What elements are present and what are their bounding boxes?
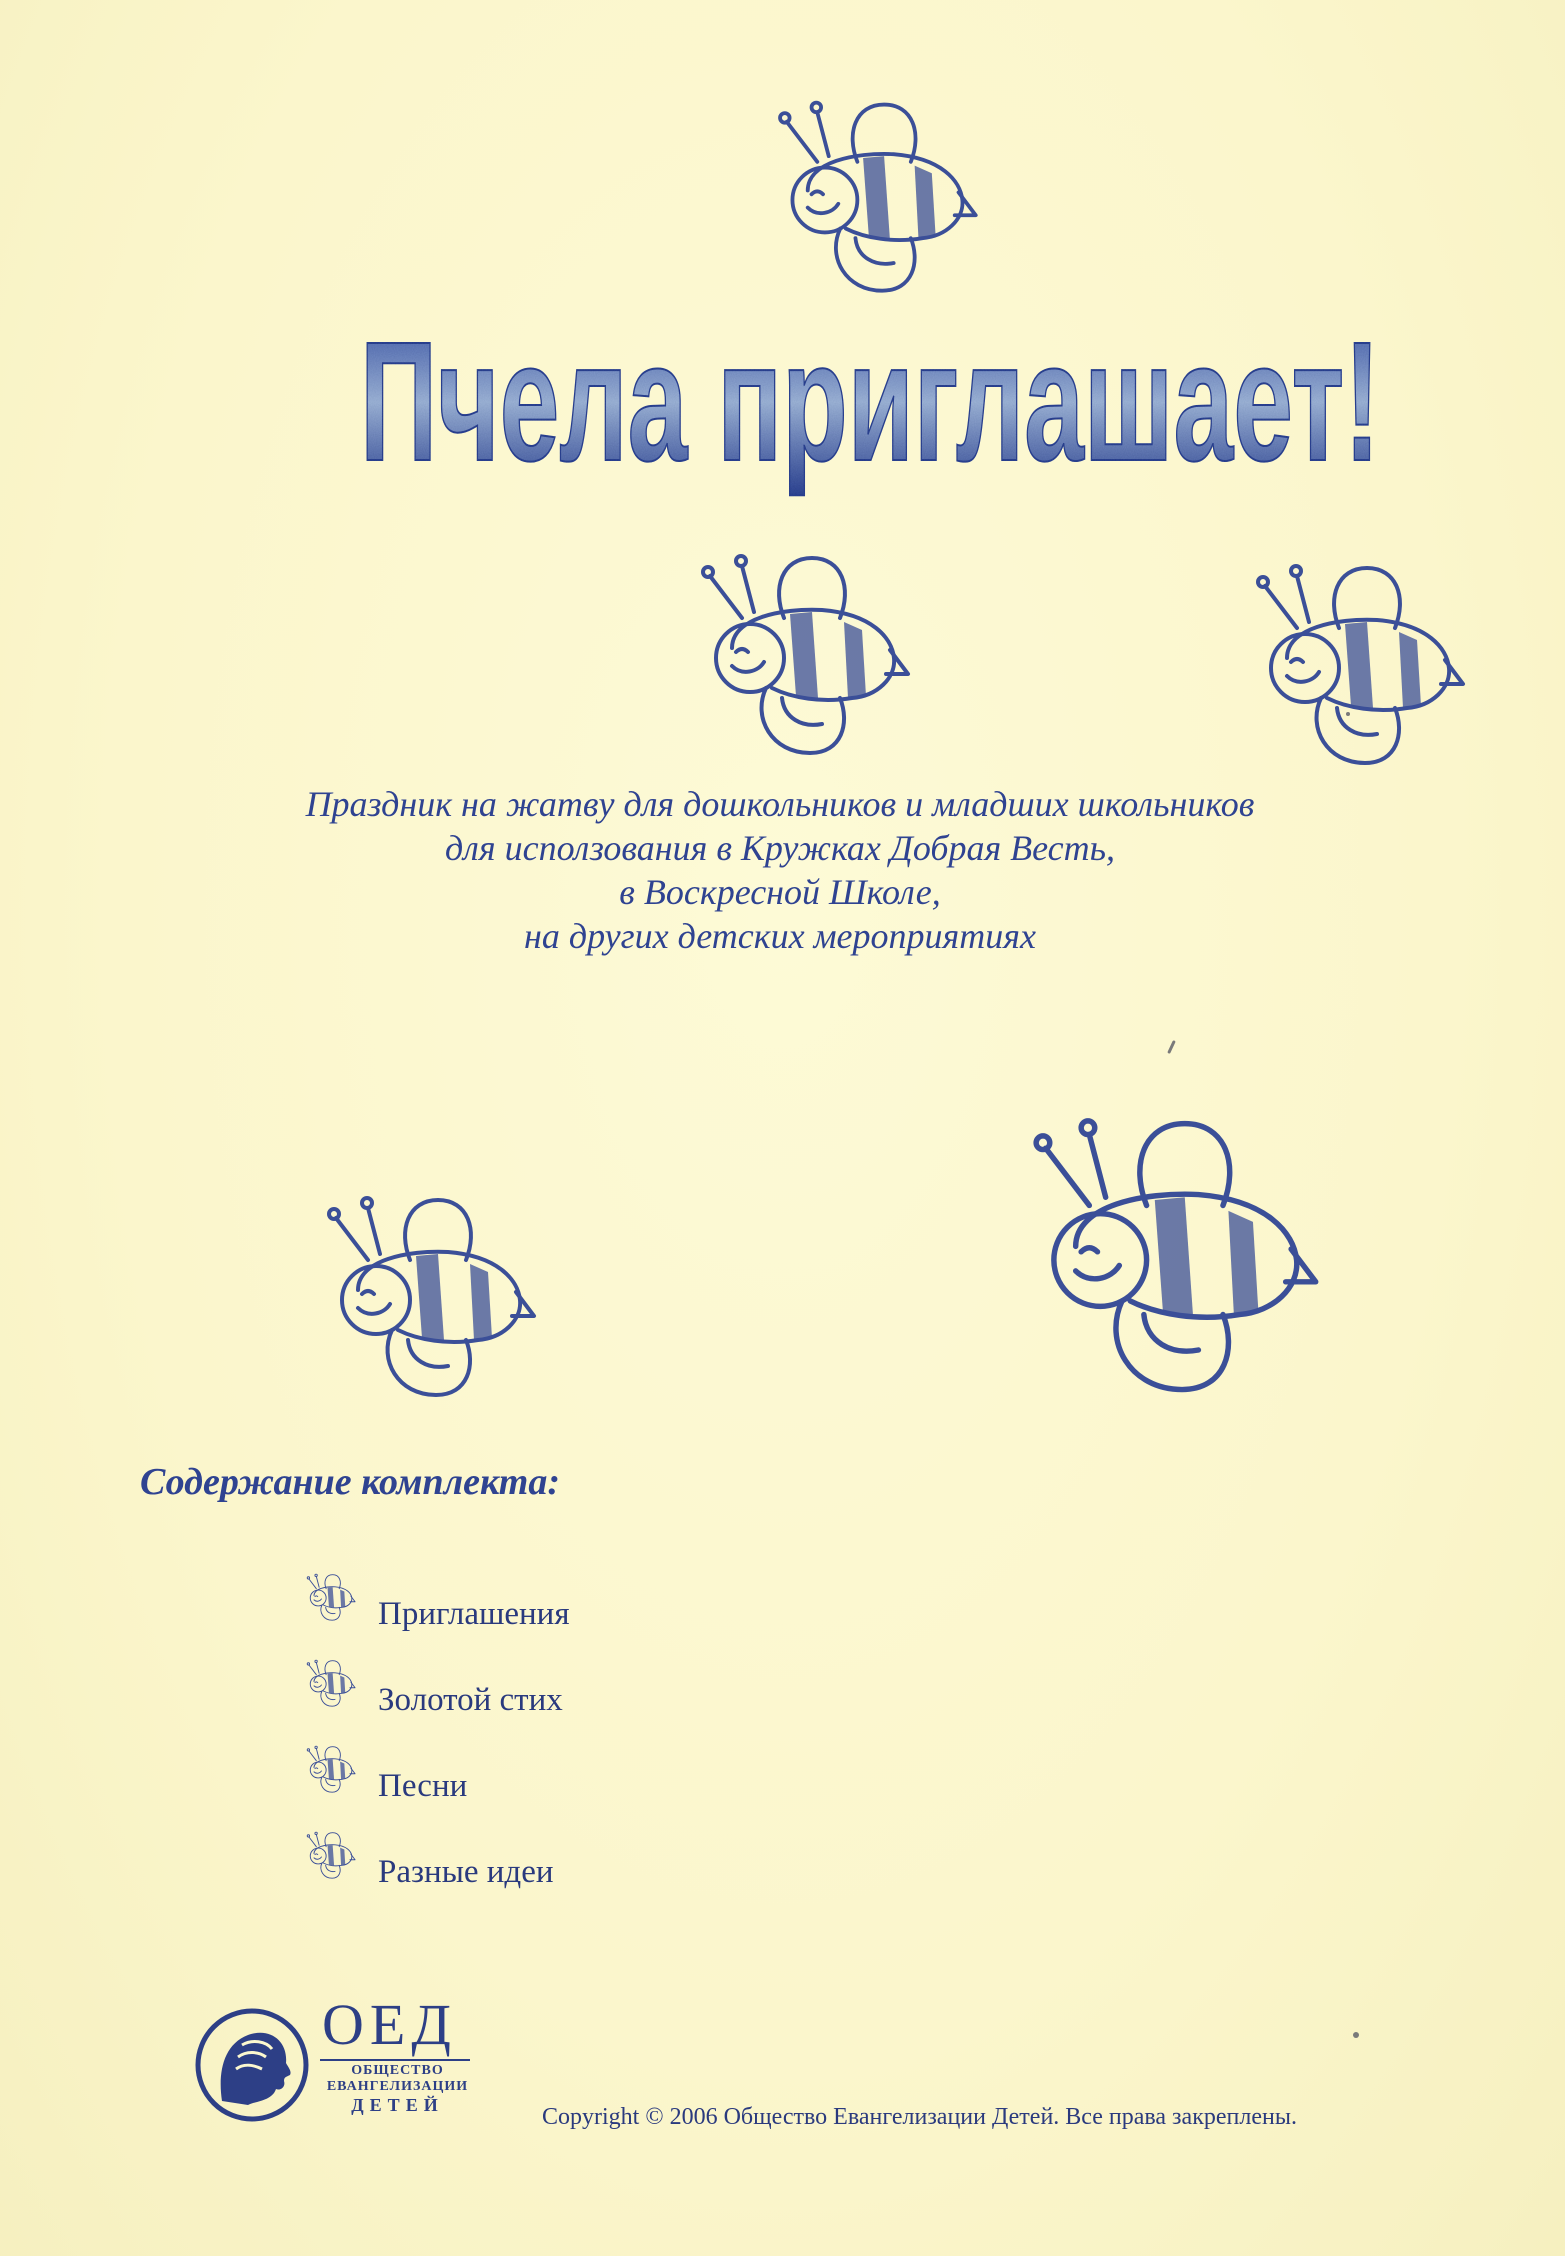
- bee-illustration-middle-right: [1222, 558, 1472, 778]
- subtitle-line: Праздник на жатву для дошкольников и младших школьников: [305, 784, 1255, 824]
- bee-icon: [672, 548, 912, 768]
- bee-icon: [1222, 558, 1472, 778]
- title-text: Пчела приглашает!: [360, 307, 1380, 497]
- scan-speck: [1353, 2032, 1359, 2038]
- bee-icon: [300, 1828, 356, 1884]
- bee-illustration-middle-left: [672, 548, 912, 768]
- bee-illustration-lower-left: [288, 1190, 548, 1410]
- logo-divider: [320, 2059, 470, 2061]
- list-item-label: Золотой стих: [378, 1682, 563, 1718]
- list-item-label: Песни: [378, 1768, 468, 1804]
- list-item-label: Разные идеи: [378, 1854, 554, 1890]
- bee-icon: [300, 1656, 356, 1712]
- scan-speck: [1167, 1040, 1176, 1054]
- logo-text-line: ОБЩЕСТВО: [351, 2063, 444, 2078]
- bee-icon: [985, 1110, 1330, 1410]
- page-title: [350, 270, 1390, 510]
- subtitle-line: в Воскресной Школе,: [619, 872, 941, 912]
- subtitle: [160, 782, 1400, 958]
- child-profile-icon: [192, 2005, 312, 2125]
- contents-heading: Содержание комплекта:: [140, 1461, 561, 1503]
- subtitle-line: на других детских мероприятиях: [524, 916, 1036, 956]
- logo-text-line: ДЕТЕЙ: [351, 2095, 444, 2115]
- list-item: [300, 1570, 1000, 1656]
- logo-abbreviation: ОЕД: [322, 1992, 457, 2057]
- list-item-label: Приглашения: [378, 1596, 570, 1632]
- list-item: [300, 1656, 1000, 1742]
- logo-text-line: ЕВАНГЕЛИЗАЦИИ: [326, 2079, 469, 2094]
- bee-icon: [300, 1570, 356, 1626]
- list-item: [300, 1828, 1000, 1914]
- bee-icon: [300, 1742, 356, 1798]
- bee-icon: [288, 1190, 548, 1410]
- subtitle-line: для исползования в Кружках Добрая Весть,: [444, 828, 1116, 868]
- bee-illustration-lower-right: [985, 1110, 1330, 1410]
- copyright-notice: Copyright © 2006 Общество Евангелизации Детей. Все права закреплены.: [542, 2104, 1297, 2130]
- scan-speck: [1346, 712, 1350, 716]
- list-item: [300, 1742, 1000, 1828]
- organization-logo: [192, 1992, 492, 2130]
- contents-list: [300, 1570, 1000, 1914]
